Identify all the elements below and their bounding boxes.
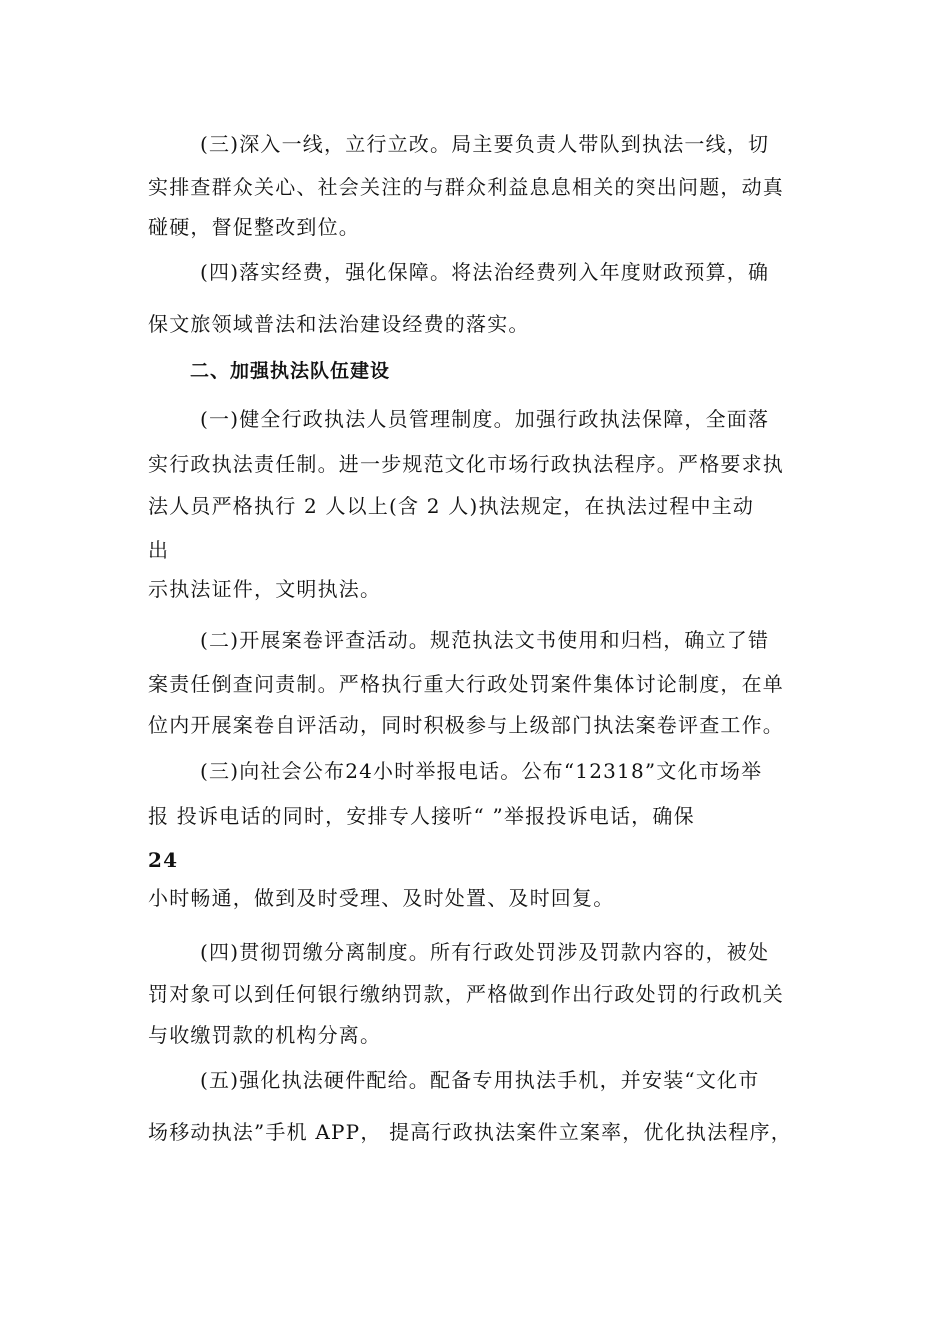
paragraph-line: 碰硬，督促整改到位。 (148, 215, 360, 239)
section-heading: 二、加强执法队伍建设 (190, 360, 391, 382)
paragraph-line: 保文旅领域普法和法治建设经费的落实。 (148, 312, 530, 336)
paragraph-line: 法人员严格执行 2 人以上(含 2 人)执法规定，在执法过程中主动 (148, 494, 755, 518)
paragraph-line: 位内开展案卷自评活动，同时积极参与上级部门执法案卷评查工作。 (148, 713, 784, 737)
paragraph-line: (一)健全行政执法人员管理制度。加强行政执法保障，全面落 (200, 407, 770, 431)
paragraph-line: (二)开展案卷评查活动。规范执法文书使用和归档，确立了错 (200, 628, 770, 652)
paragraph-line: 报 投诉电话的同时，安排专人接听“ ”举报投诉电话，确保 (148, 804, 695, 828)
paragraph-line: 实排查群众关心、社会关注的与群众利益息息相关的突出问题，动真 (148, 175, 784, 199)
paragraph-line: 实行政执法责任制。进一步规范文化市场行政执法程序。严格要求执 (148, 452, 784, 476)
paragraph-line: 场移动执法”手机 APP， 提高行政执法案件立案率，优化执法程序， (148, 1120, 792, 1144)
paragraph-line: (三)深入一线，立行立改。局主要负责人带队到执法一线，切 (200, 132, 770, 156)
paragraph-line: (三)向社会公布24小时举报电话。公布“12318”文化市场举 (200, 759, 763, 783)
paragraph-line: 案责任倒查问责制。严格执行重大行政处罚案件集体讨论制度，在单 (148, 672, 784, 696)
paragraph-line: 小时畅通，做到及时受理、及时处置、及时回复。 (148, 886, 615, 910)
paragraph-line: (四)贯彻罚缴分离制度。所有行政处罚涉及罚款内容的，被处 (200, 940, 770, 964)
paragraph-line: 出 (148, 538, 170, 562)
paragraph-line: 与收缴罚款的机构分离。 (148, 1023, 382, 1047)
paragraph-line: 罚对象可以到任何银行缴纳罚款，严格做到作出行政处罚的行政机关 (148, 982, 784, 1006)
paragraph-line: 24 (148, 848, 179, 872)
paragraph-line: (五)强化执法硬件配给。配备专用执法手机，并安装“文化市 (200, 1068, 760, 1092)
paragraph-line: 示执法证件，文明执法。 (148, 577, 382, 601)
paragraph-line: (四)落实经费，强化保障。将法治经费列入年度财政预算，确 (200, 260, 770, 284)
